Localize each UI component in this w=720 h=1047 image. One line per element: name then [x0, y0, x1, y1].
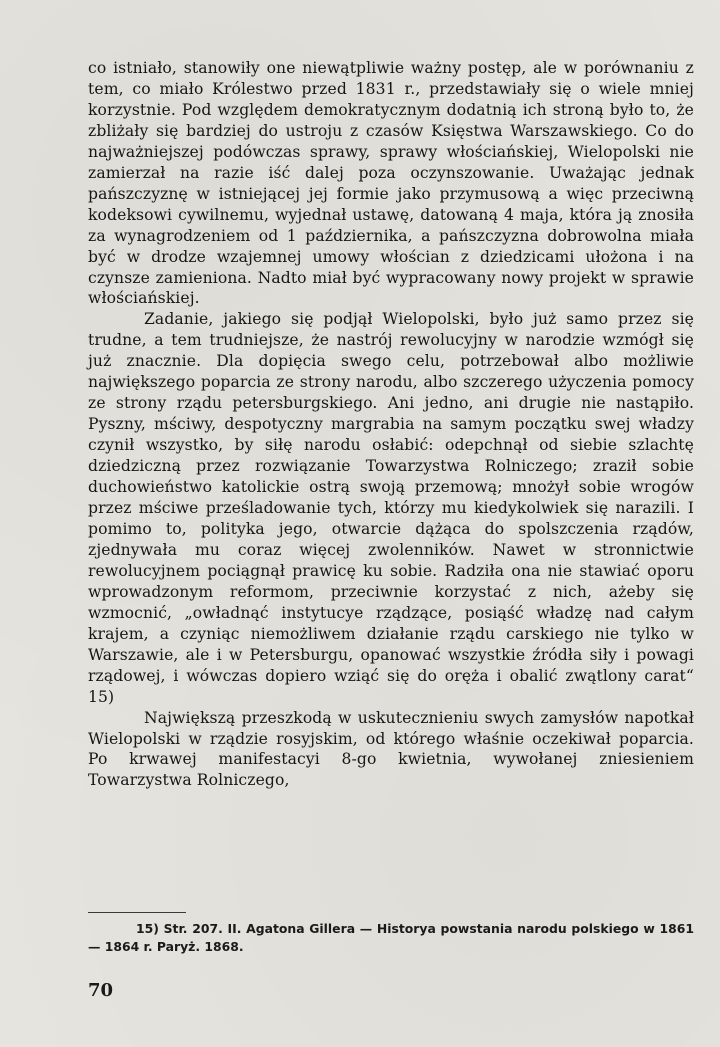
footnote-divider [88, 912, 186, 913]
footnote: 15) Str. 207. II. Agatona Gillera — Historya powstania narodu polskiego w 1861 — 1864 r. Paryż. 1868. [88, 921, 694, 954]
body-text [88, 58, 694, 791]
paragraph-3: Największą przeszkodą w uskutecznieniu swych zamysłów napotkał Wielopolski w rządzie rosyjskim, od którego właśnie oczekiwał poparcia. Po krwawej manifestacyi 8-go kwietnia, wywołanej zniesieniem Towarzystwa Rolniczego, [88, 708, 694, 790]
page-number: 70 [88, 980, 114, 1001]
paragraph-1: co istniało, stanowiły one niewątpliwie ważny postęp, ale w porównaniu z tem, co miało Królestwo przed 1831 r., przedstawiały się o wiele mniej korzystnie. Pod względem demokratycznym dodatnią ich stroną było to, że zbliżały się bardziej do ustroju z czasów Księstwa Warszawskiego. Co do najważniejszej podówczas sprawy, sprawy włościańskiej, Wielopolski nie zamierzał na razie iść dalej poza oczynszowanie. Uważając jednak pańszczyznę w istniejącej jej formie jako przymusową a więc przeciwną kodeksowi cywilnemu, wyjednał ustawę, datowaną 4 maja, która ją znosiła za wynagrodzeniem od 1 października, a pańszczyzna dobrowolna miała być w drodze wzajemnej umowy włościan z dziedzicami ułożona i na czynsze zamieniona. Nadto miał być wypracowany nowy projekt w sprawie włościańskiej. [88, 59, 694, 308]
paragraph-2: Zadanie, jakiego się podjął Wielopolski, było już samo przez się trudne, a tem trudniejsze, że nastrój rewolucyjny w narodzie wzmógł się już znacznie. Dla dopięcia swego celu, potrzebował albo możliwie największego poparcia ze strony narodu, albo szczerego użyczenia pomocy ze strony rządu petersburgskiego. Ani jedno, ani drugie nie nastąpiło. Pyszny, mściwy, despotyczny margrabia na samym początku swej władzy czynił wszystko, by siłę narodu osłabić: odepchnął od siebie szlachtę dziedziczną przez rozwiązanie Towarzystwa Rolniczego; zraził sobie duchowieństwo katolickie ostrą swoją przemową; mnożył sobie wrogów przez mściwe prześladowanie tych, którzy mu kiedykolwiek się narazili. I pomimo to, polityka jego, otwarcie dążąca do spolszczenia rządów, zjednywała mu coraz więcej zwolenników. Nawet w stronnictwie rewolucyjnem pociągnął prawicę ku sobie. Radziła ona nie stawiać oporu wprowadzonym reformom, przeciwnie korzystać z nich, ażeby się wzmocnić, „owładnąć instytucye rządzące, posiąść władzę nad całym krajem, a czyniąc niemożliwem działanie rządu carskiego nie tylko w Warszawie, ale i w Petersburgu, opanować wszystkie źródła siły i powagi rządowej, i wówczas dopiero wziąć się do oręża i obalić zwątlony carat“ 15) [88, 310, 694, 706]
